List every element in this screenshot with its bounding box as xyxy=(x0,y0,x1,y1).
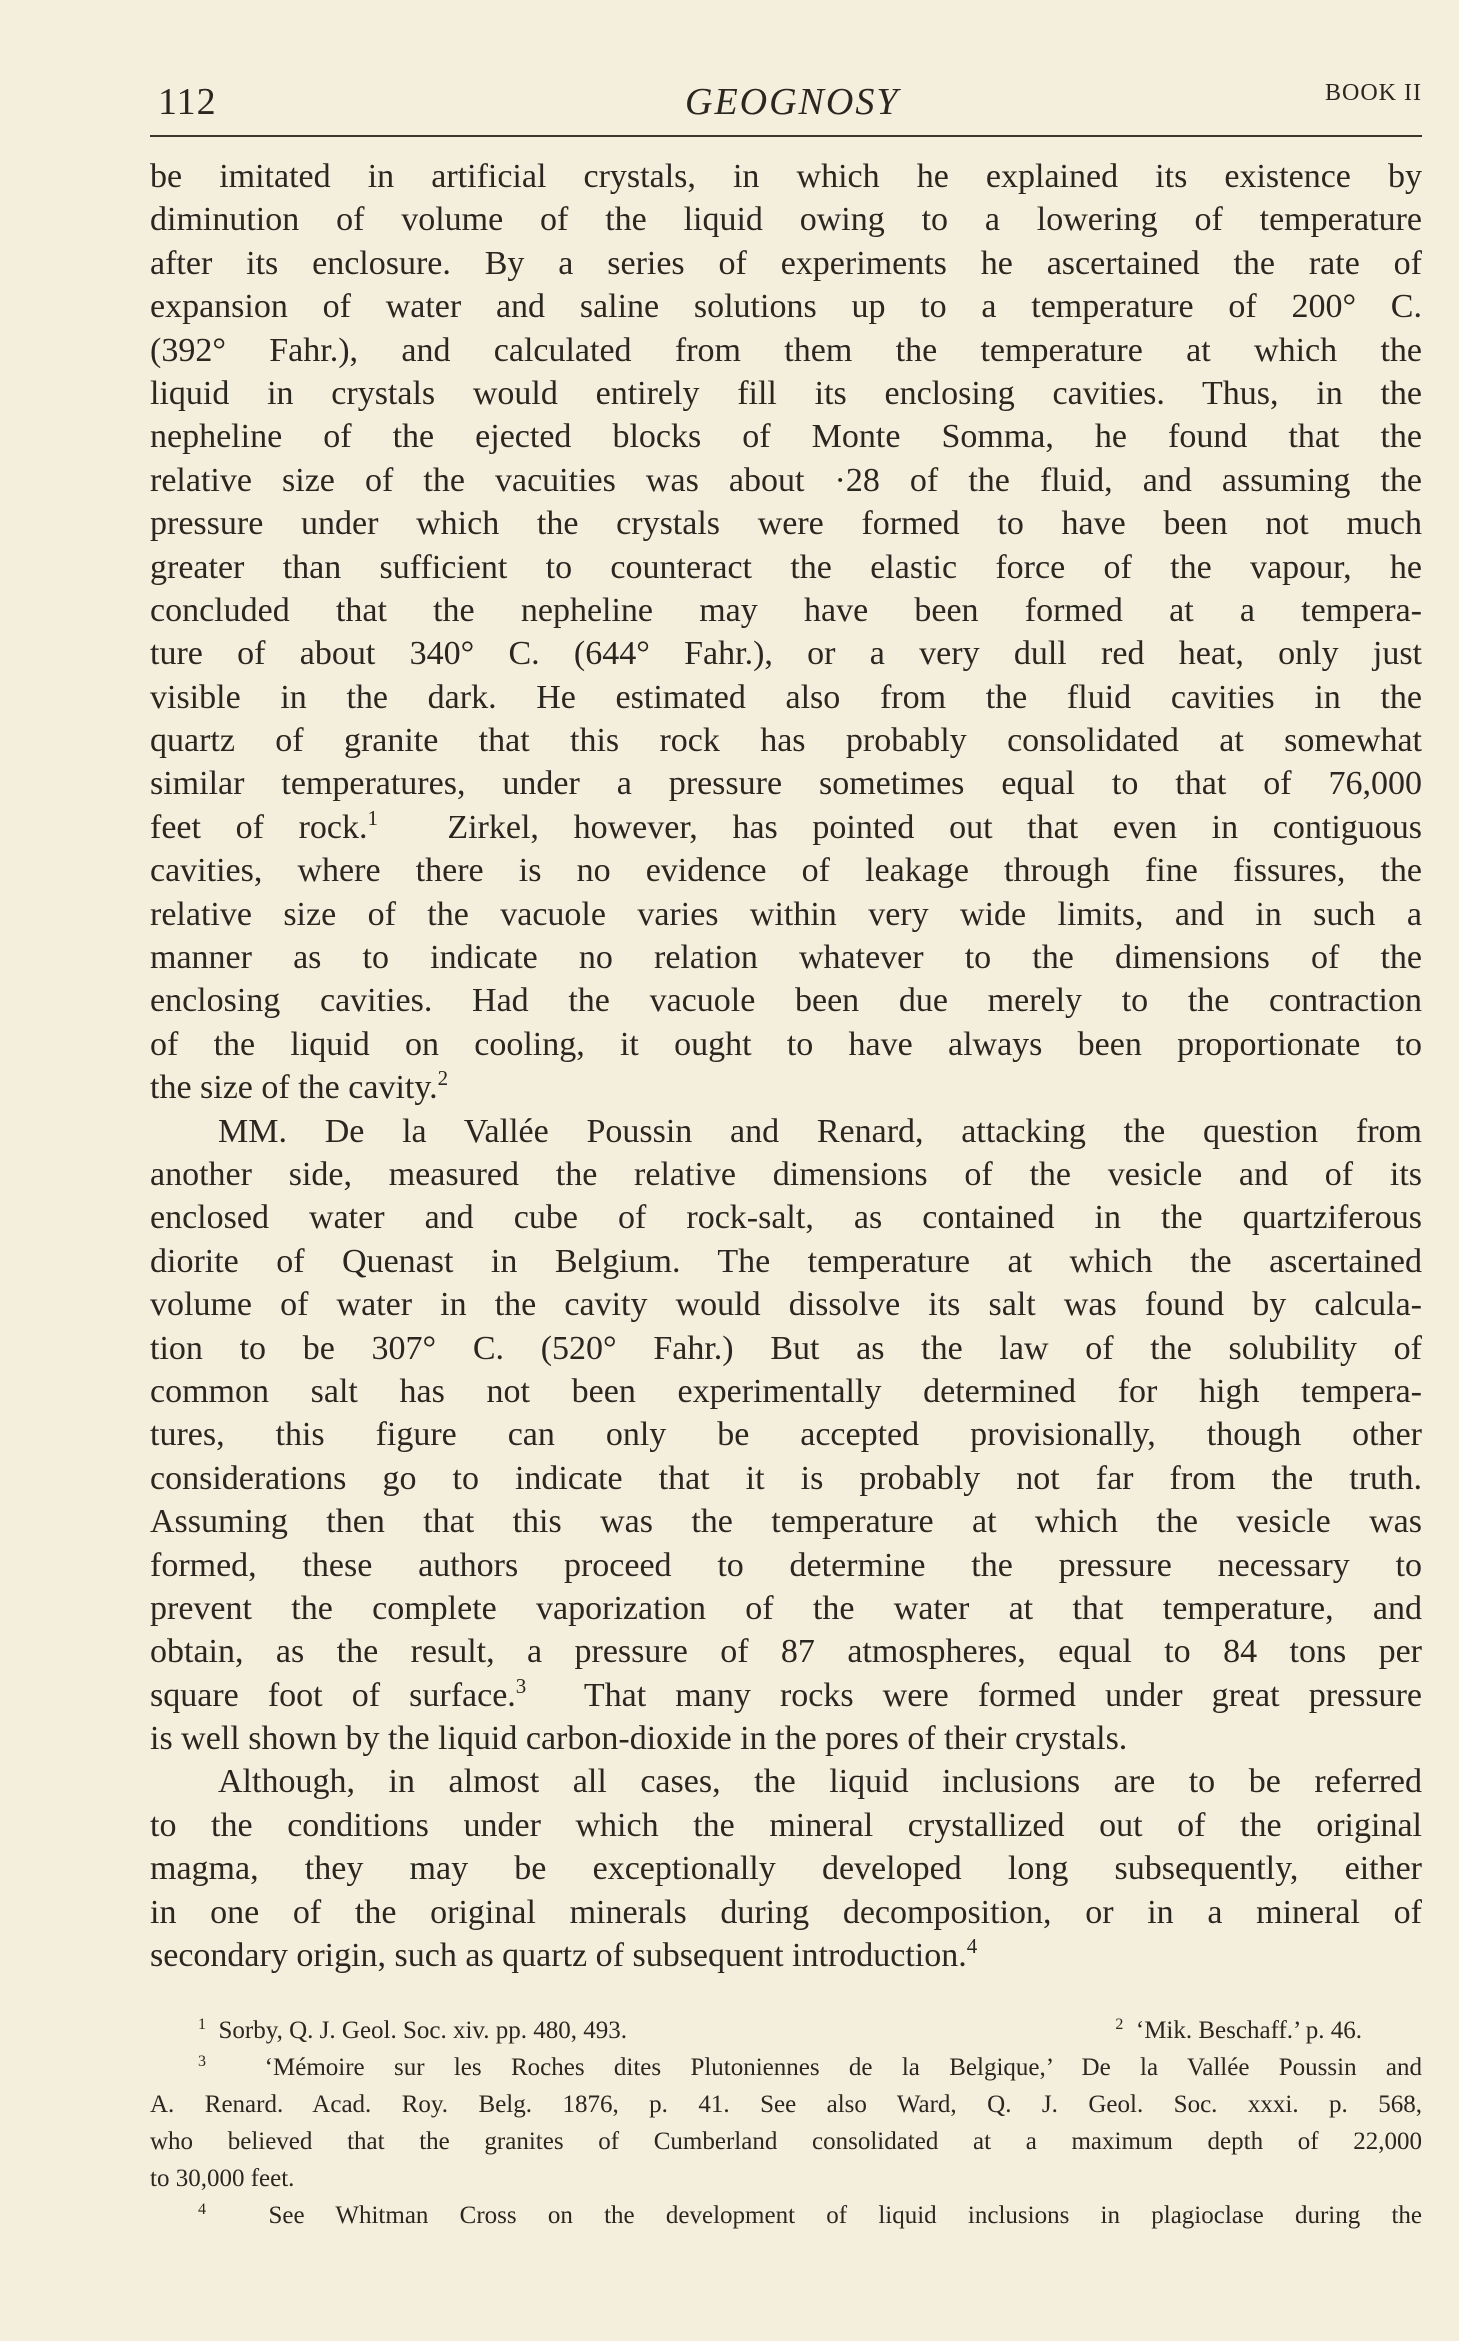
text-fragment: square foot of surface. xyxy=(150,1676,516,1714)
text-line: diorite of Quenast in Belgium. The temperature at which the ascertained xyxy=(150,1242,1422,1280)
text-line: in one of the original minerals during decomposition, or in a mineral of xyxy=(150,1893,1422,1931)
paragraph-start: Although, in almost all cases, the liquid inclusions are to be referred xyxy=(218,1763,1422,1801)
text-line: manner as to indicate no relation whatever to the dimensions of the xyxy=(150,939,1422,977)
text-line: obtain, as the result, a pressure of 87 atmospheres, equal to 84 tons per xyxy=(150,1633,1422,1671)
footnote-ref: 4 xyxy=(966,1934,978,1959)
text-line: considerations go to indicate that it is probably not far from the truth. xyxy=(150,1459,1422,1497)
footnote-1 xyxy=(198,2012,627,2049)
text-line: diminution of volume of the liquid owing to a lowering of temperature xyxy=(150,201,1422,239)
text-line: tures, this figure can only be accepted provisionally, though other xyxy=(150,1416,1422,1454)
text-fragment: Zirkel, however, has pointed out that even in contiguous xyxy=(447,808,1422,846)
text-fragment: the size of the cavity. xyxy=(150,1069,438,1107)
text-line xyxy=(150,1674,1422,1717)
text-line: another side, measured the relative dimensions of the vesicle and of its xyxy=(150,1155,1422,1193)
footnote-text: ‘Mémoire sur les Roches dites Plutoniennes de la Belgique,’ De la Vallée Poussin and xyxy=(264,2054,1422,2081)
text-line: similar temperatures, under a pressure sometimes equal to that of 76,000 xyxy=(150,765,1422,803)
text-line: (392° Fahr.), and calculated from them the temperature at which the xyxy=(150,331,1422,369)
text-line: formed, these authors proceed to determine the pressure necessary to xyxy=(150,1546,1422,1584)
footnotes xyxy=(150,2012,1422,2234)
text-line: quartz of granite that this rock has probably consolidated at somewhat xyxy=(150,722,1422,760)
text-fragment: feet of rock. xyxy=(150,808,368,846)
book-label: BOOK II xyxy=(1325,80,1422,106)
body-text xyxy=(150,155,1422,1977)
footnote-text: Sorby, Q. J. Geol. Soc. xiv. pp. 480, 493. xyxy=(218,2017,628,2044)
text-line: prevent the complete vaporization of the water at that temperature, and xyxy=(150,1589,1422,1627)
text-line: common salt has not been experimentally determined for high tempera- xyxy=(150,1372,1422,1410)
footnote-3 xyxy=(150,2049,1422,2086)
footnote-ref: 3 xyxy=(515,1673,527,1698)
text-line: liquid in crystals would entirely fill its enclosing cavities. Thus, in the xyxy=(150,374,1422,412)
text-line: visible in the dark. He estimated also from the fluid cavities in the xyxy=(150,678,1422,716)
text-line: be imitated in artificial crystals, in which he explained its existence by xyxy=(150,158,1422,195)
text-line: tion to be 307° C. (520° Fahr.) But as the law of the solubility of xyxy=(150,1329,1422,1367)
paragraph-start: MM. De la Vallée Poussin and Renard, attacking the question from xyxy=(218,1112,1422,1150)
text-line xyxy=(150,806,1422,849)
text-line: enclosed water and cube of rock-salt, as contained in the quartziferous xyxy=(150,1199,1422,1237)
footnote-text: ‘Mik. Beschaff.’ p. 46. xyxy=(1135,2017,1362,2044)
text-line: to the conditions under which the mineral crystallized out of the original xyxy=(150,1806,1422,1844)
footnote-text: See Whitman Cross on the development of liquid inclusions in plagioclase during the xyxy=(268,2202,1422,2229)
footnote-ref: 1 xyxy=(367,805,379,830)
text-fragment: That many rocks were formed under great pressure xyxy=(583,1676,1422,1714)
footnote-4 xyxy=(150,2197,1422,2234)
text-line: relative size of the vacuities was about ·28 of the fluid, and assuming the xyxy=(150,461,1422,499)
text-line: magma, they may be exceptionally developed long subsequently, either xyxy=(150,1850,1422,1888)
running-title: GEOGNOSY xyxy=(685,81,900,123)
footnote-row xyxy=(150,2012,1422,2049)
text-line: concluded that the nepheline may have been formed at a tempera- xyxy=(150,591,1422,629)
text-line: relative size of the vacuole varies within very wide limits, and in such a xyxy=(150,895,1422,933)
text-line: expansion of water and saline solutions up to a temperature of 200° C. xyxy=(150,288,1422,326)
footnote-marker: 4 xyxy=(198,2201,206,2218)
footnote-marker: 1 xyxy=(198,2016,206,2033)
text-line: enclosing cavities. Had the vacuole been due merely to the contraction xyxy=(150,982,1422,1020)
text-line: ture of about 340° C. (644° Fahr.), or a very dull red heat, only just xyxy=(150,635,1422,673)
footnote-marker: 2 xyxy=(1115,2016,1124,2033)
footnote-ref: 2 xyxy=(437,1066,449,1091)
running-header xyxy=(150,74,1422,134)
footnote-line: who believed that the granites of Cumberland consolidated at a maximum depth of 22,000 xyxy=(150,2128,1422,2155)
footnote-line: to 30,000 feet. xyxy=(150,2165,295,2192)
footnote-marker: 3 xyxy=(198,2053,206,2070)
text-line: cavities, where there is no evidence of leakage through fine fissures, the xyxy=(150,852,1422,890)
text-fragment: secondary origin, such as quartz of subsequent introduction. xyxy=(150,1937,967,1975)
text-line: nepheline of the ejected blocks of Monte Somma, he found that the xyxy=(150,418,1422,456)
text-line: Assuming then that this was the temperature at which the vesicle was xyxy=(150,1503,1422,1541)
text-line: pressure under which the crystals were formed to have been not much xyxy=(150,505,1422,543)
footnote-line: A. Renard. Acad. Roy. Belg. 1876, p. 41. See also Ward, Q. J. Geol. Soc. xxxi. p. 568, xyxy=(150,2091,1422,2118)
text-line: greater than sufficient to counteract the elastic force of the vapour, he xyxy=(150,548,1422,586)
text-line xyxy=(150,1934,1422,1977)
page-number: 112 xyxy=(158,81,217,123)
text-line: volume of water in the cavity would dissolve its salt was found by calcula- xyxy=(150,1286,1422,1324)
text-line: is well shown by the liquid carbon-dioxide in the pores of their crystals. xyxy=(150,1720,1128,1758)
text-line xyxy=(150,1066,1422,1109)
text-line: after its enclosure. By a series of experiments he ascertained the rate of xyxy=(150,244,1422,282)
header-rule xyxy=(150,135,1422,137)
text-line: of the liquid on cooling, it ought to have always been proportionate to xyxy=(150,1025,1422,1063)
footnote-2 xyxy=(1115,2012,1362,2049)
